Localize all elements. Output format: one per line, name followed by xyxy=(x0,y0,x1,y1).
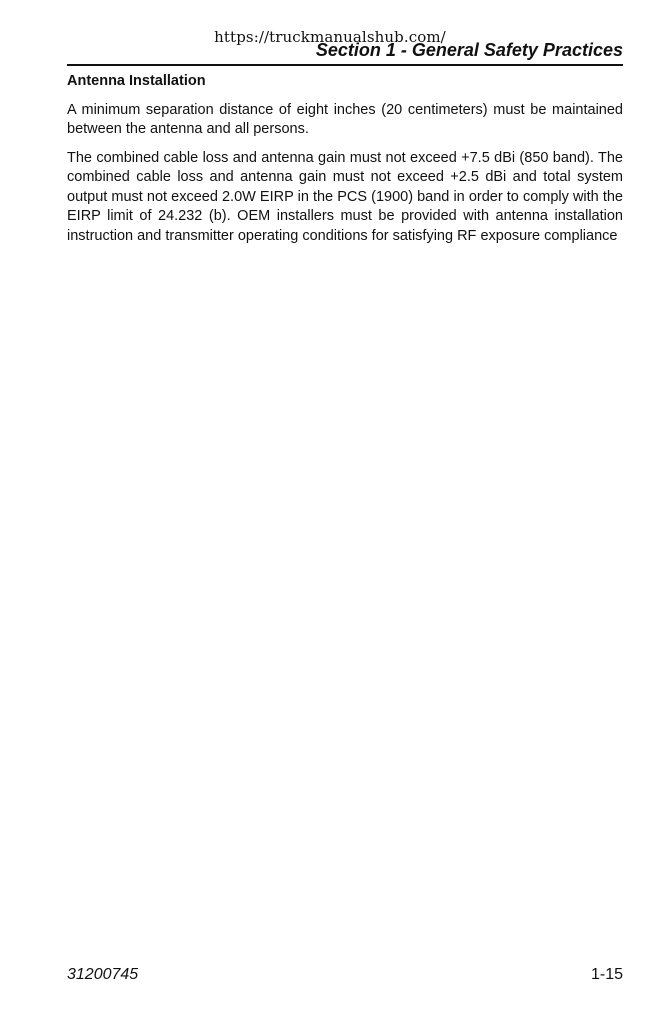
body-paragraph: The combined cable loss and antenna gain must not exceed +7.5 dBi (850 band). The combined cable loss and antenna gain must not exceed +2.5 dBi and total system output must not exceed 2.0W EIRP in the PCS (1900) band in order to comply with the EIRP limit of 24.232 (b). OEM installers must be provided with antenna installation instruction and transmitter operating conditions for satisfying RF exposure compliance xyxy=(67,149,623,244)
page-number: 1-15 xyxy=(590,966,623,983)
section-title: Section 1 - General Safety Practices xyxy=(315,40,623,60)
body-paragraph: A minimum separation distance of eight inches (20 centimeters) must be maintained between the antenna and all persons. xyxy=(67,101,623,137)
document-number: 31200745 xyxy=(67,966,139,983)
header-divider xyxy=(67,64,623,66)
page-content xyxy=(67,72,623,255)
source-url: https://truckmanualshub.com/ xyxy=(214,28,446,46)
subsection-heading: Antenna Installation xyxy=(67,73,206,89)
